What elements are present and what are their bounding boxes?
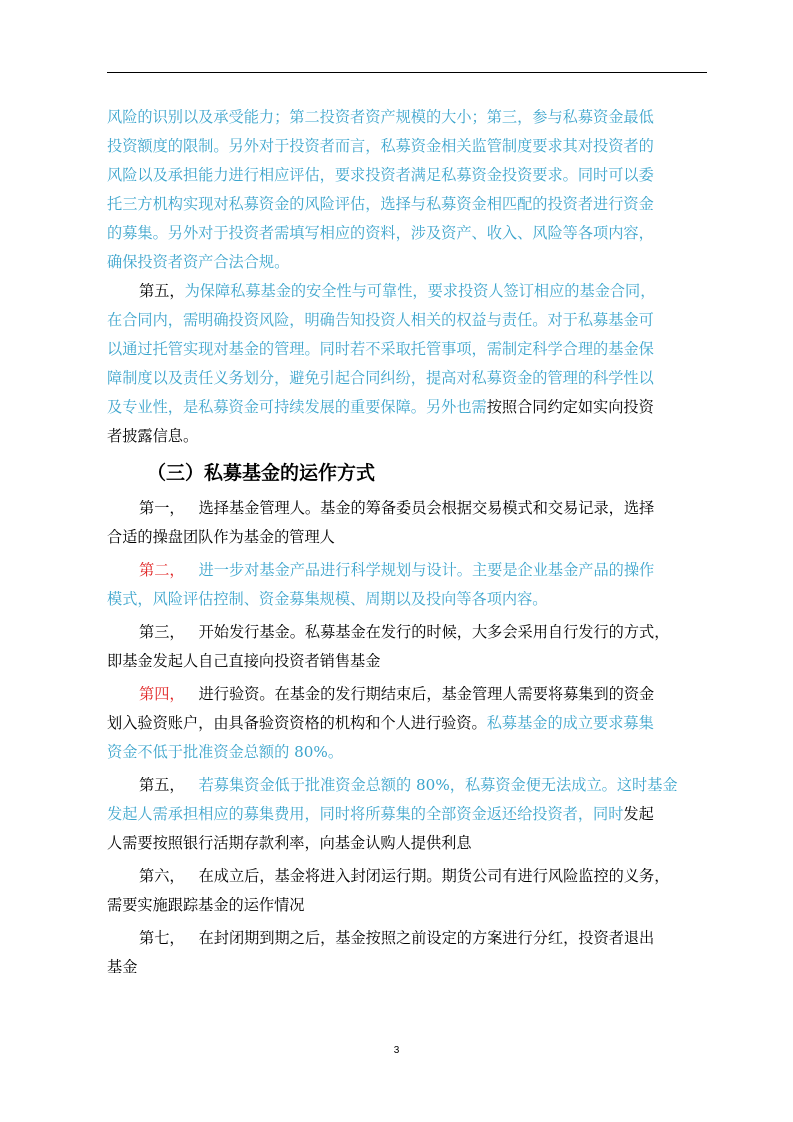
text-run: 开始发行基金。私募基金在发行的时候，大多会采用自行发行的方式， — [198, 623, 670, 641]
text-line: 托三方机构实现对私募资金的风险评估，选择与私募资金相匹配的投资者进行资金 — [107, 195, 654, 213]
text-run: 在成立后，基金将进入封闭运行期。期货公司有进行风险监控的义务， — [198, 867, 670, 885]
text-line: 基金 — [107, 958, 138, 976]
text-run: 进行验资。在基金的发行期结束后，基金管理人需要将募集到的资金 — [198, 685, 655, 703]
step-lead: 第四， — [139, 685, 185, 703]
text-run: 发起 — [623, 805, 654, 823]
step-seven — [107, 924, 687, 982]
step-lead: 第七， — [139, 929, 185, 947]
text-line: 确保投资者资产合法合规。 — [107, 253, 290, 271]
text-line: 资金不低于批准资金总额的 80%。 — [107, 743, 344, 761]
text-line: 模式，风险评估控制、资金募集规模、周期以及投向等各项内容。 — [107, 590, 548, 608]
text-line — [107, 924, 687, 953]
text-line — [107, 771, 687, 800]
text-run: 在封闭期到期之后，基金按照之前设定的方案进行分红，投资者退出 — [198, 929, 655, 947]
step-one — [107, 494, 687, 552]
text-line — [107, 277, 687, 306]
paragraph-fifth-point — [107, 277, 687, 451]
paragraph-lead: 第五， — [139, 282, 185, 300]
text-line: 风险以及承担能力进行相应评估，要求投资者满足私募资金投资要求。同时可以委 — [107, 166, 654, 184]
text-line: 即基金发起人自己直接向投资者销售基金 — [107, 652, 381, 670]
text-line — [107, 800, 687, 829]
step-two — [107, 556, 687, 614]
text-run: 按照合同约定如实向投资 — [486, 398, 654, 416]
text-run: 选择基金管理人。基金的筹备委员会根据交易模式和交易记录，选择 — [198, 499, 655, 517]
text-line — [107, 709, 687, 738]
text-line: 的募集。另外对于投资者需填写相应的资料，涉及资产、收入、风险等各项内容， — [107, 224, 654, 242]
text-line: 风险的识别以及承受能力；第二投资者资产规模的大小；第三，参与私募资金最低 — [107, 108, 654, 126]
text-line: 合适的操盘团队作为基金的管理人 — [107, 528, 335, 546]
text-line: 障制度以及责任义务划分，避免引起合同纠纷，提高对私募资金的管理的科学性以 — [107, 369, 654, 387]
text-run: 为保障私募基金的安全性与可靠性，要求投资人签订相应的基金合同， — [184, 282, 656, 300]
text-line — [107, 618, 687, 647]
text-run: 进一步对基金产品进行科学规划与设计。主要是企业基金产品的操作 — [198, 561, 655, 579]
text-run: 发起人需承担相应的募集费用，同时将所募集的全部资金返还给投资者，同时 — [107, 805, 624, 823]
step-lead: 第一， — [139, 499, 185, 517]
text-line — [107, 556, 687, 585]
document-body — [107, 103, 687, 982]
section-heading: （三）私募基金的运作方式 — [147, 462, 376, 484]
text-line — [107, 494, 687, 523]
text-line — [107, 680, 687, 709]
step-six — [107, 862, 687, 920]
step-four — [107, 680, 687, 767]
paragraph-investor-suitability — [107, 103, 687, 277]
step-five — [107, 771, 687, 858]
step-lead: 第二， — [139, 561, 185, 579]
header-rule — [107, 72, 707, 73]
text-run: 若募集资金低于批准资金总额的 80%，私募资金便无法成立。这时基金 — [198, 776, 678, 794]
text-line: 者披露信息。 — [107, 427, 199, 445]
text-line: 投资额度的限制。另外对于投资者而言，私募资金相关监管制度要求其对投资者的 — [107, 137, 654, 155]
text-run: 划入验资账户，由具备验资资格的机构和个人进行验资。 — [107, 714, 487, 732]
step-three — [107, 618, 687, 676]
text-line: 人需要按照银行活期存款利率，向基金认购人提供利息 — [107, 834, 472, 852]
page-number: 3 — [393, 1045, 400, 1056]
step-lead: 第三， — [139, 623, 185, 641]
text-line: 在合同内，需明确投资风险，明确告知投资人相关的权益与责任。对于私募基金可 — [107, 311, 654, 329]
text-line: 需要实施跟踪基金的运作情况 — [107, 896, 305, 914]
text-line — [107, 862, 687, 891]
step-lead: 第六， — [139, 867, 185, 885]
text-line — [107, 393, 687, 422]
step-lead: 第五， — [139, 776, 185, 794]
text-run: 私募基金的成立要求募集 — [486, 714, 654, 732]
text-run: 及专业性，是私募资金可持续发展的重要保障。另外也需 — [107, 398, 487, 416]
text-line: 以通过托管实现对基金的管理。同时若不采取托管事项，需制定科学合理的基金保 — [107, 340, 654, 358]
